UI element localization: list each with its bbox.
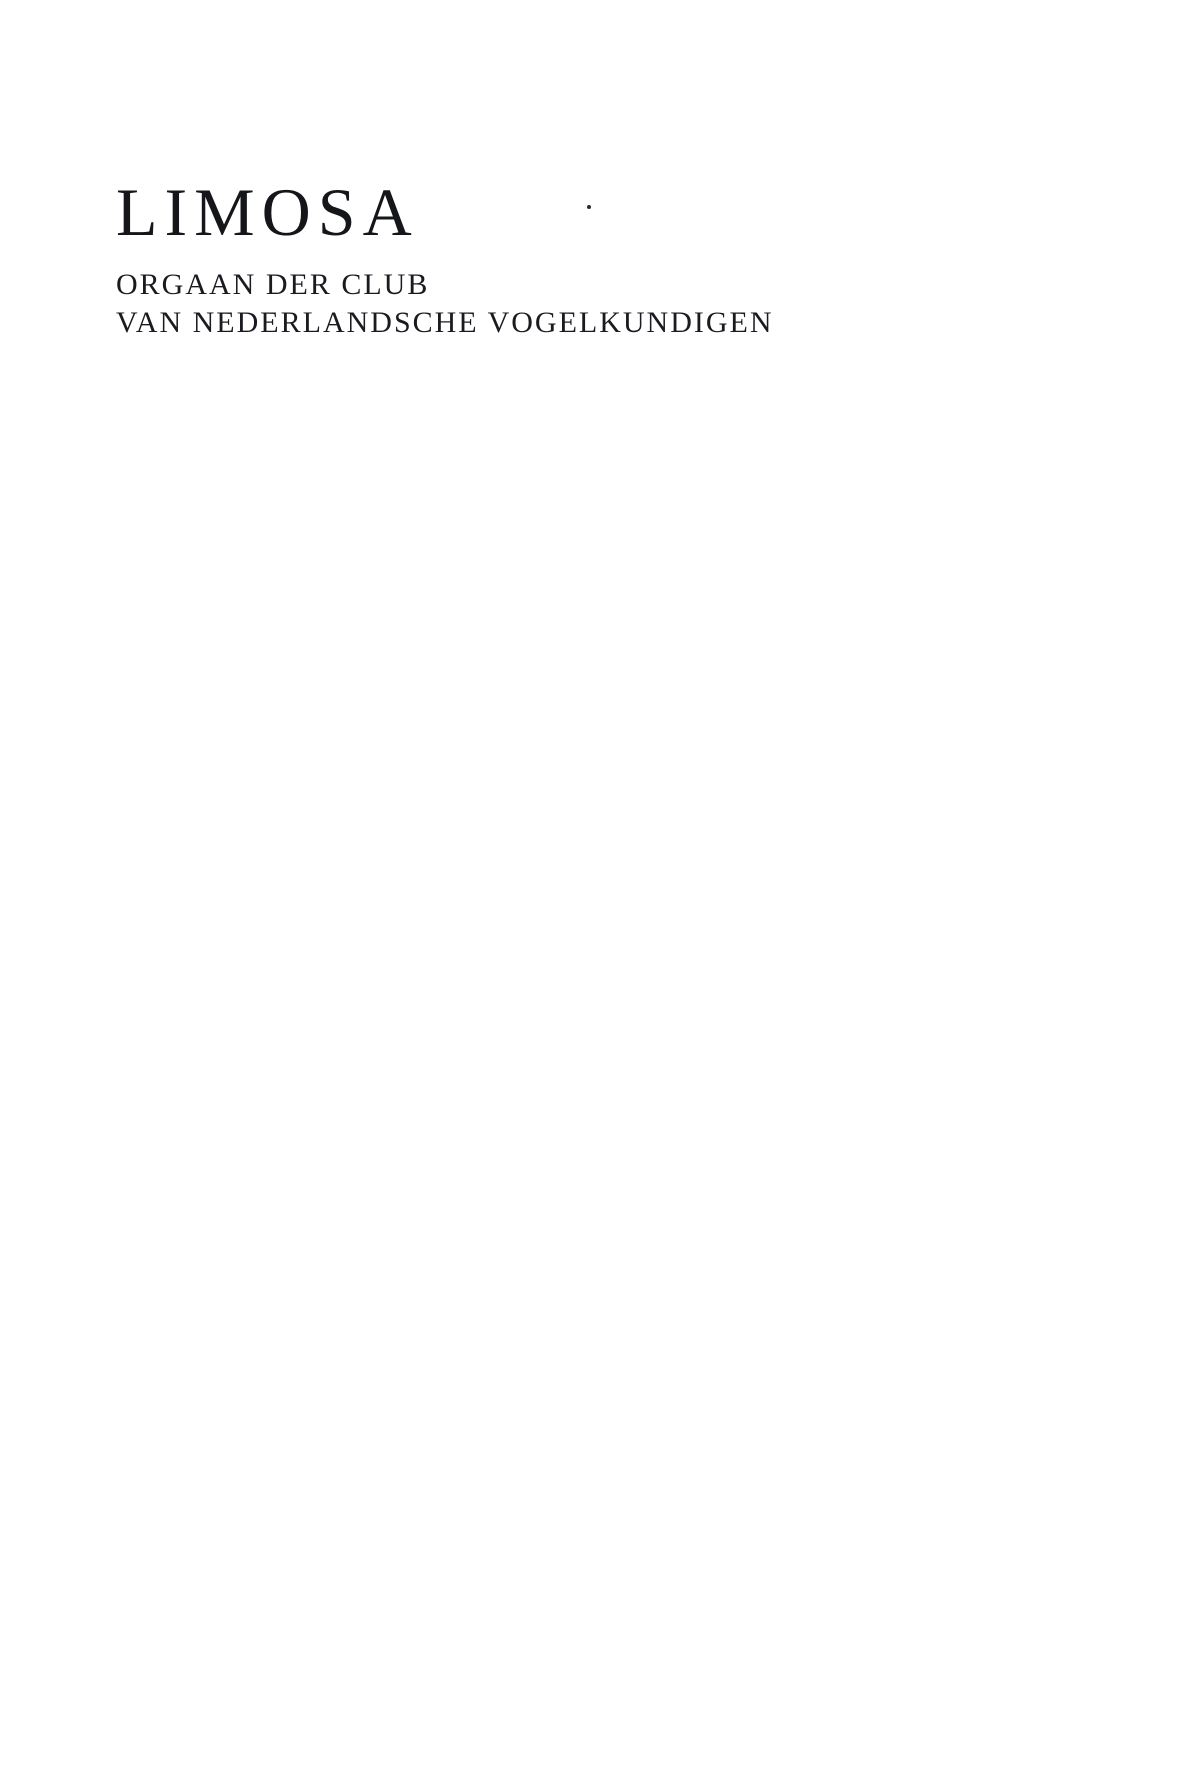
ink-speck-mark <box>587 205 591 209</box>
masthead-subtitle <box>116 266 976 343</box>
subtitle-line-1: ORGAAN DER CLUB <box>116 268 430 301</box>
subtitle-line-2: VAN NEDERLANDSCHE VOGELKUNDIGEN <box>116 306 774 340</box>
page-title: LIMOSA <box>116 174 419 250</box>
masthead <box>116 174 976 343</box>
